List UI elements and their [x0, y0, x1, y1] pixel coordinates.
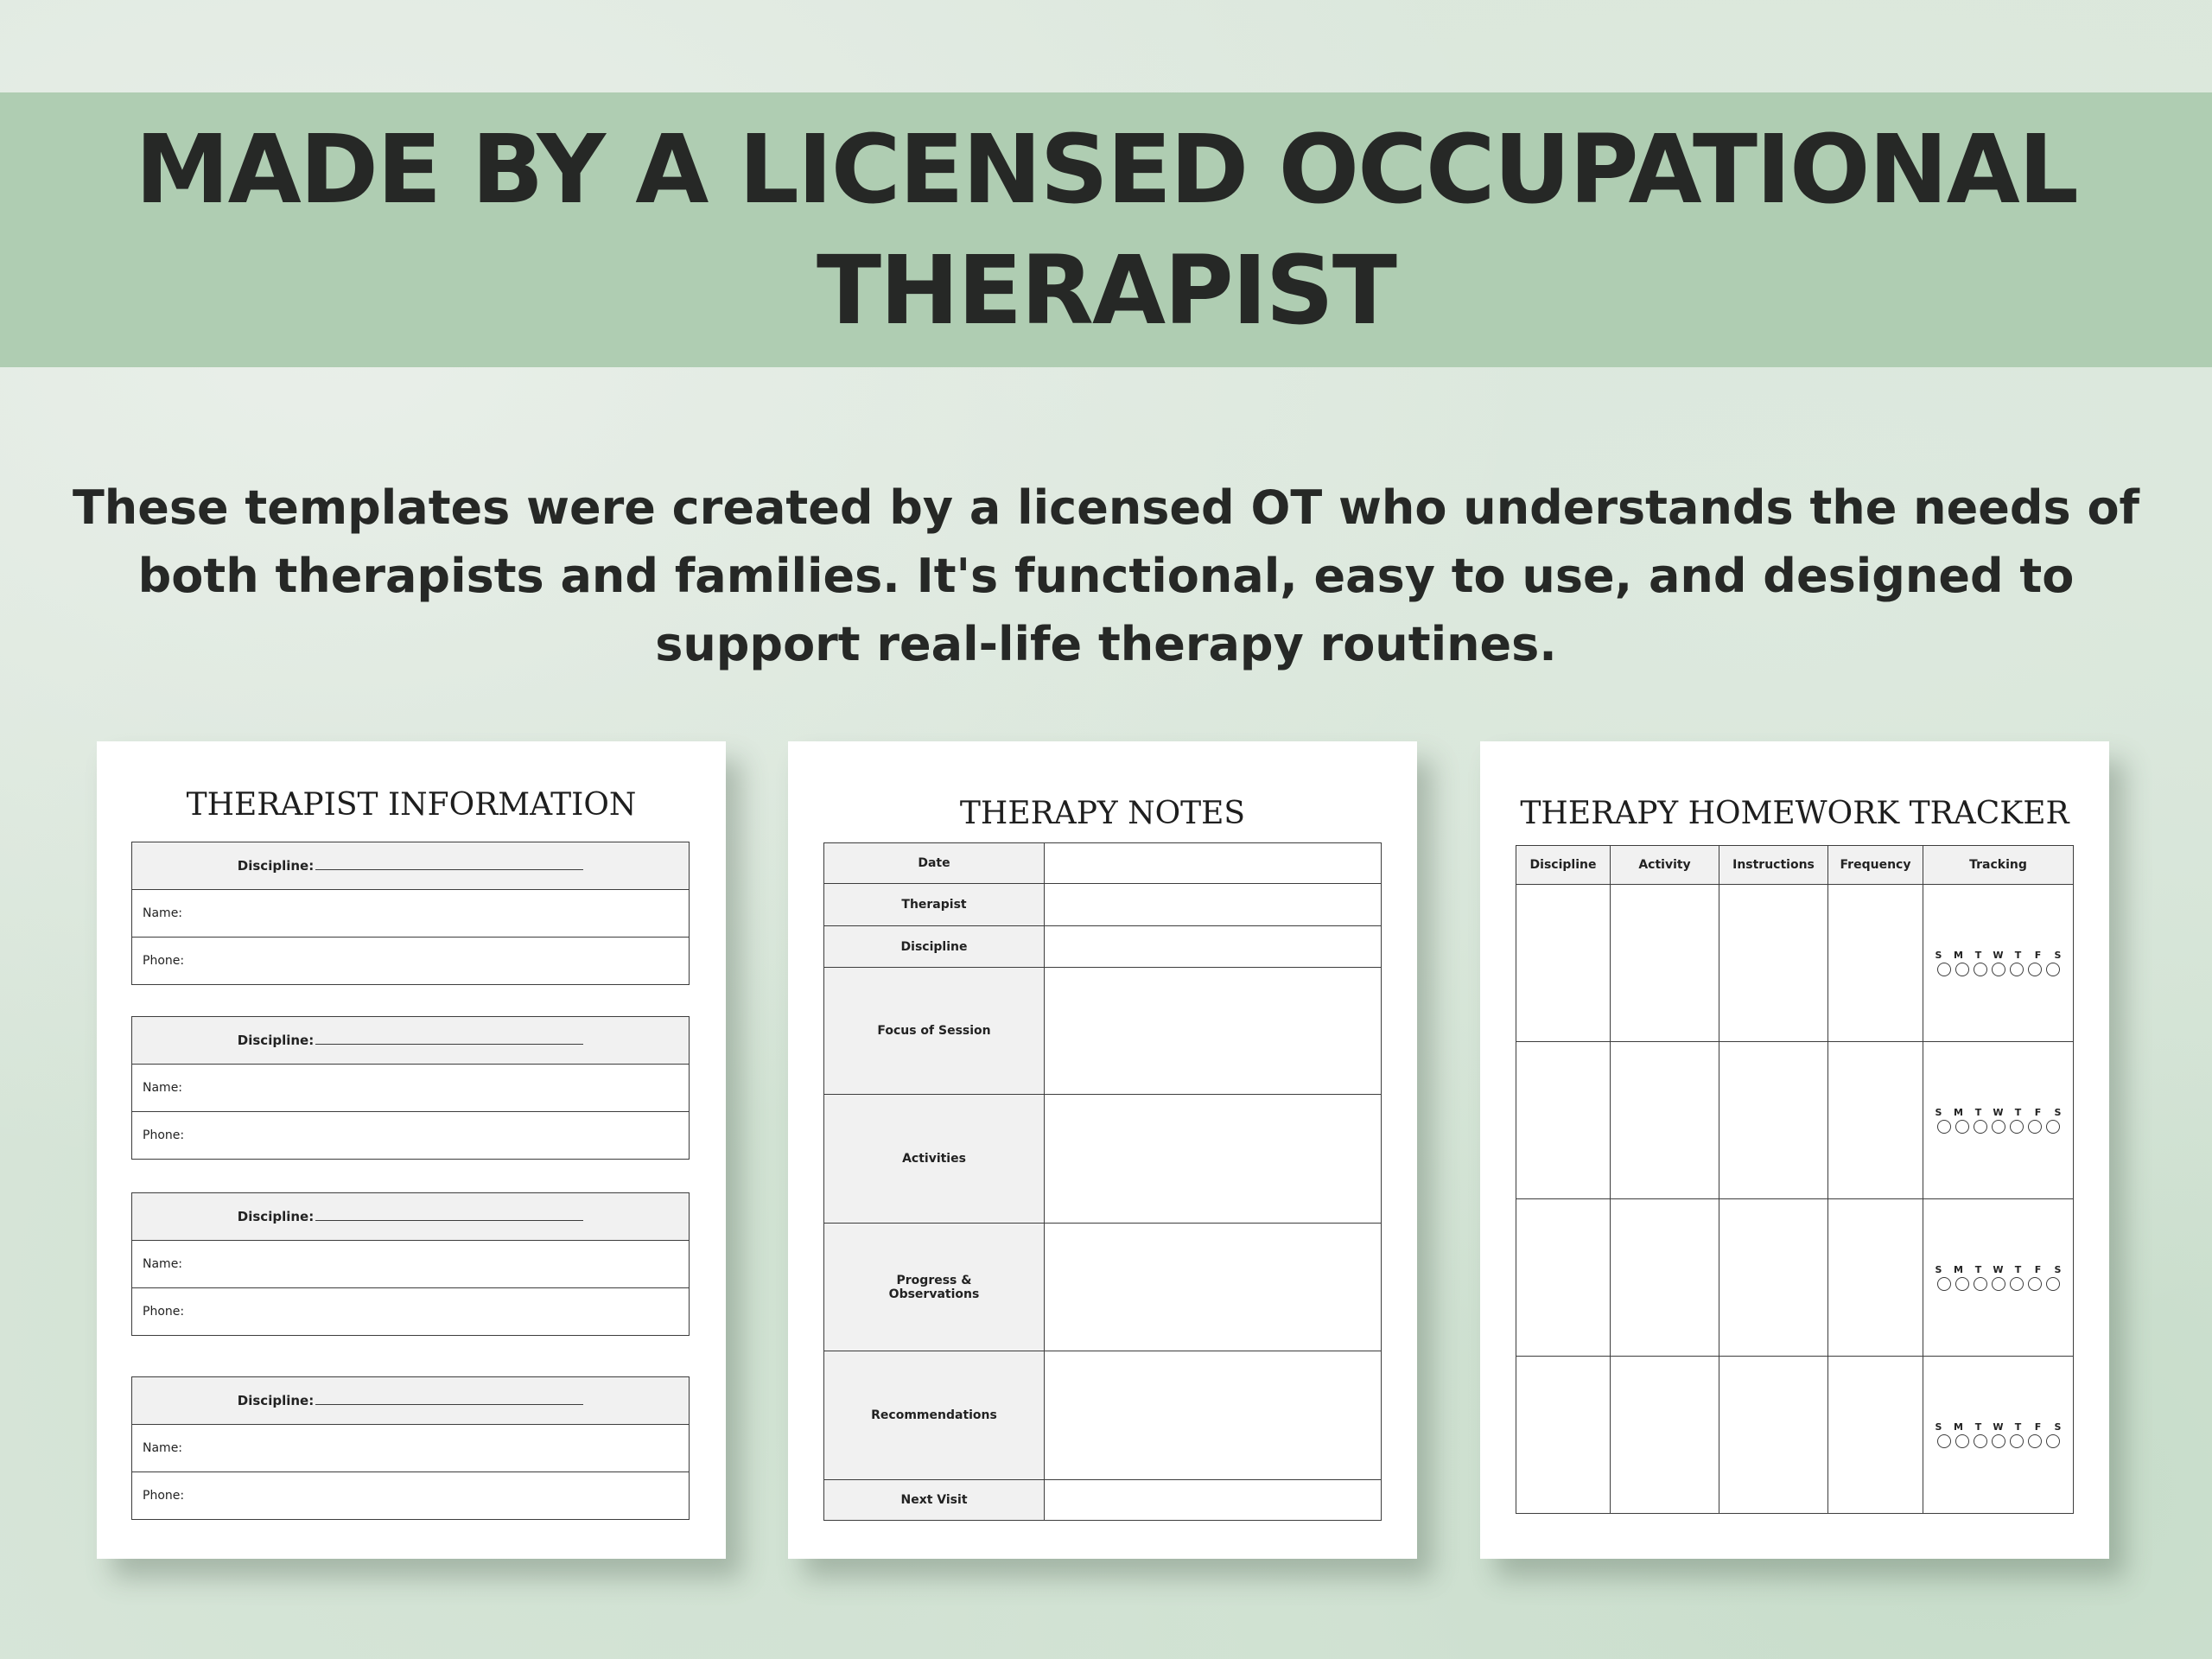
- circle-checkbox[interactable]: [1937, 1277, 1951, 1291]
- circle-checkbox[interactable]: [1974, 1120, 1987, 1134]
- day-label: T: [1974, 950, 1982, 961]
- discipline-underline: [315, 1044, 583, 1045]
- discipline-row: [132, 1377, 690, 1425]
- day-label: F: [2034, 950, 2042, 961]
- day-label: F: [2034, 1264, 2042, 1275]
- circle-checkbox[interactable]: [2028, 1277, 2042, 1291]
- tracker-cell: [1828, 1042, 1923, 1199]
- circle-checkbox[interactable]: [1955, 1120, 1969, 1134]
- weekday-labels: [1923, 1107, 2073, 1118]
- weekday-labels: [1923, 1264, 2073, 1275]
- circle-checkbox[interactable]: [1955, 1277, 1969, 1291]
- circle-checkbox[interactable]: [2010, 1277, 2024, 1291]
- column-discipline: Discipline: [1516, 846, 1611, 885]
- circle-checkbox[interactable]: [2046, 1434, 2060, 1448]
- intro-line-3: support real-life therapy routines.: [655, 617, 1557, 671]
- notes-field-progress: [1045, 1224, 1382, 1351]
- day-label: T: [2014, 1264, 2022, 1275]
- tracker-cell: [1828, 1357, 1923, 1514]
- discipline-row: [132, 842, 690, 890]
- tracking-cell: [1923, 1357, 2074, 1514]
- homework-tracker-title: THERAPY HOMEWORK TRACKER: [1520, 796, 2069, 831]
- circle-checkbox[interactable]: [2010, 1120, 2024, 1134]
- tracker-cell: [1611, 1357, 1719, 1514]
- banner-title-line-2: THERAPIST: [817, 235, 1395, 346]
- day-label: T: [1974, 1264, 1982, 1275]
- day-label: S: [2054, 950, 2062, 961]
- homework-tracker-page: [1480, 741, 2109, 1559]
- name-row: Name:: [132, 890, 690, 938]
- discipline-label: Discipline:: [237, 858, 315, 874]
- discipline-row: [132, 1017, 690, 1065]
- circle-checkbox[interactable]: [1937, 963, 1951, 976]
- discipline-row: [132, 1193, 690, 1241]
- day-label: W: [1993, 950, 2004, 961]
- tracker-cell: [1828, 885, 1923, 1042]
- circle-checkbox[interactable]: [2010, 963, 2024, 976]
- therapist-block-2: [131, 1016, 690, 1160]
- phone-row: Phone:: [132, 1472, 690, 1520]
- discipline-underline: [315, 1220, 583, 1221]
- column-instructions: Instructions: [1719, 846, 1828, 885]
- weekday-labels: [1923, 1421, 2073, 1433]
- homework-tracker-table: [1516, 845, 2074, 1514]
- notes-field-focus: [1045, 968, 1382, 1095]
- therapy-notes-page: [788, 741, 1417, 1559]
- tracker-cell: [1611, 885, 1719, 1042]
- therapist-information-page: [97, 741, 726, 1559]
- notes-label-focus: Focus of Session: [824, 968, 1045, 1095]
- tracker-cell: [1516, 1199, 1611, 1357]
- tracker-cell: [1719, 1357, 1828, 1514]
- discipline-label: Discipline:: [237, 1393, 315, 1408]
- discipline-label: Discipline:: [237, 1033, 315, 1048]
- circle-checkbox[interactable]: [1955, 963, 1969, 976]
- circle-checkbox[interactable]: [2046, 1120, 2060, 1134]
- tracking-checkboxes: [1923, 1277, 2073, 1291]
- notes-label-activities: Activities: [824, 1095, 1045, 1224]
- tracking-cell: [1923, 1042, 2074, 1199]
- tracker-cell: [1719, 885, 1828, 1042]
- day-label: T: [1974, 1421, 1982, 1433]
- tracking-checkboxes: [1923, 1120, 2073, 1134]
- tracker-cell: [1611, 1042, 1719, 1199]
- notes-field-date: [1045, 843, 1382, 884]
- tracker-row: [1516, 1357, 2074, 1514]
- phone-row: Phone:: [132, 938, 690, 985]
- day-label: F: [2034, 1107, 2042, 1118]
- day-label: W: [1993, 1264, 2004, 1275]
- day-label: F: [2034, 1421, 2042, 1433]
- circle-checkbox[interactable]: [1974, 1277, 1987, 1291]
- title-banner: [0, 92, 2212, 367]
- discipline-label: Discipline:: [237, 1209, 315, 1224]
- day-label: S: [1935, 1107, 1942, 1118]
- intro-line-2: both therapists and families. It's functional, easy to use, and designed to: [137, 549, 2075, 603]
- weekday-labels: [1923, 950, 2073, 961]
- notes-field-next-visit: [1045, 1480, 1382, 1521]
- circle-checkbox[interactable]: [2010, 1434, 2024, 1448]
- tracker-cell: [1516, 1357, 1611, 1514]
- circle-checkbox[interactable]: [2028, 1120, 2042, 1134]
- banner-title-line-1: MADE BY A LICENSED OCCUPATIONAL: [135, 114, 2077, 225]
- day-label: T: [1974, 1107, 1982, 1118]
- phone-row: Phone:: [132, 1112, 690, 1160]
- day-label: M: [1954, 1264, 1963, 1275]
- tracker-row: [1516, 885, 2074, 1042]
- tracker-row: [1516, 1199, 2074, 1357]
- circle-checkbox[interactable]: [2028, 963, 2042, 976]
- discipline-underline: [315, 1404, 583, 1405]
- tracker-cell: [1719, 1199, 1828, 1357]
- therapist-block-4: [131, 1376, 690, 1520]
- circle-checkbox[interactable]: [1992, 1434, 2005, 1448]
- day-label: S: [1935, 1421, 1942, 1433]
- column-activity: Activity: [1611, 846, 1719, 885]
- notes-field-therapist: [1045, 884, 1382, 926]
- circle-checkbox[interactable]: [1937, 1434, 1951, 1448]
- name-row: Name:: [132, 1241, 690, 1288]
- tracking-cell: [1923, 885, 2074, 1042]
- phone-row: Phone:: [132, 1288, 690, 1336]
- day-label: W: [1993, 1107, 2004, 1118]
- circle-checkbox[interactable]: [1992, 1277, 2005, 1291]
- circle-checkbox[interactable]: [2046, 1277, 2060, 1291]
- day-label: T: [2014, 950, 2022, 961]
- therapy-notes-title: THERAPY NOTES: [959, 796, 1246, 831]
- circle-checkbox[interactable]: [1992, 963, 2005, 976]
- day-label: S: [2054, 1421, 2062, 1433]
- circle-checkbox[interactable]: [2046, 963, 2060, 976]
- notes-field-discipline: [1045, 926, 1382, 968]
- tracking-cell: [1923, 1199, 2074, 1357]
- circle-checkbox[interactable]: [1937, 1120, 1951, 1134]
- tracker-cell: [1516, 1042, 1611, 1199]
- tracker-cell: [1516, 885, 1611, 1042]
- notes-field-activities: [1045, 1095, 1382, 1224]
- circle-checkbox[interactable]: [1974, 963, 1987, 976]
- circle-checkbox[interactable]: [2028, 1434, 2042, 1448]
- tracker-row: [1516, 1042, 2074, 1199]
- therapy-notes-table: [823, 842, 1382, 1521]
- name-row: Name:: [132, 1065, 690, 1112]
- tracker-cell: [1719, 1042, 1828, 1199]
- column-frequency: Frequency: [1828, 846, 1923, 885]
- tracking-checkboxes: [1923, 1434, 2073, 1448]
- notes-label-discipline: Discipline: [824, 926, 1045, 968]
- notes-field-recommendations: [1045, 1351, 1382, 1480]
- notes-label-date: Date: [824, 843, 1045, 884]
- name-row: Name:: [132, 1425, 690, 1472]
- intro-paragraph: [69, 474, 2143, 678]
- notes-label-recommendations: Recommendations: [824, 1351, 1045, 1480]
- discipline-underline: [315, 869, 583, 870]
- day-label: S: [2054, 1264, 2062, 1275]
- intro-line-1: These templates were created by a licensed OT who understands the needs of: [72, 480, 2140, 535]
- day-label: T: [2014, 1421, 2022, 1433]
- day-label: S: [1935, 950, 1942, 961]
- day-label: M: [1954, 1107, 1963, 1118]
- circle-checkbox[interactable]: [1974, 1434, 1987, 1448]
- notes-label-next-visit: Next Visit: [824, 1480, 1045, 1521]
- day-label: M: [1954, 950, 1963, 961]
- day-label: S: [1935, 1264, 1942, 1275]
- day-label: S: [2054, 1107, 2062, 1118]
- therapist-block-1: [131, 842, 690, 985]
- tracker-cell: [1828, 1199, 1923, 1357]
- column-tracking: Tracking: [1923, 846, 2074, 885]
- tracking-checkboxes: [1923, 963, 2073, 976]
- day-label: T: [2014, 1107, 2022, 1118]
- therapist-information-title: THERAPIST INFORMATION: [186, 787, 637, 823]
- tracker-cell: [1611, 1199, 1719, 1357]
- notes-label-progress: Progress & Observations: [824, 1224, 1045, 1351]
- therapist-block-3: [131, 1192, 690, 1336]
- notes-label-therapist: Therapist: [824, 884, 1045, 926]
- day-label: M: [1954, 1421, 1963, 1433]
- circle-checkbox[interactable]: [1955, 1434, 1969, 1448]
- circle-checkbox[interactable]: [1992, 1120, 2005, 1134]
- day-label: W: [1993, 1421, 2004, 1433]
